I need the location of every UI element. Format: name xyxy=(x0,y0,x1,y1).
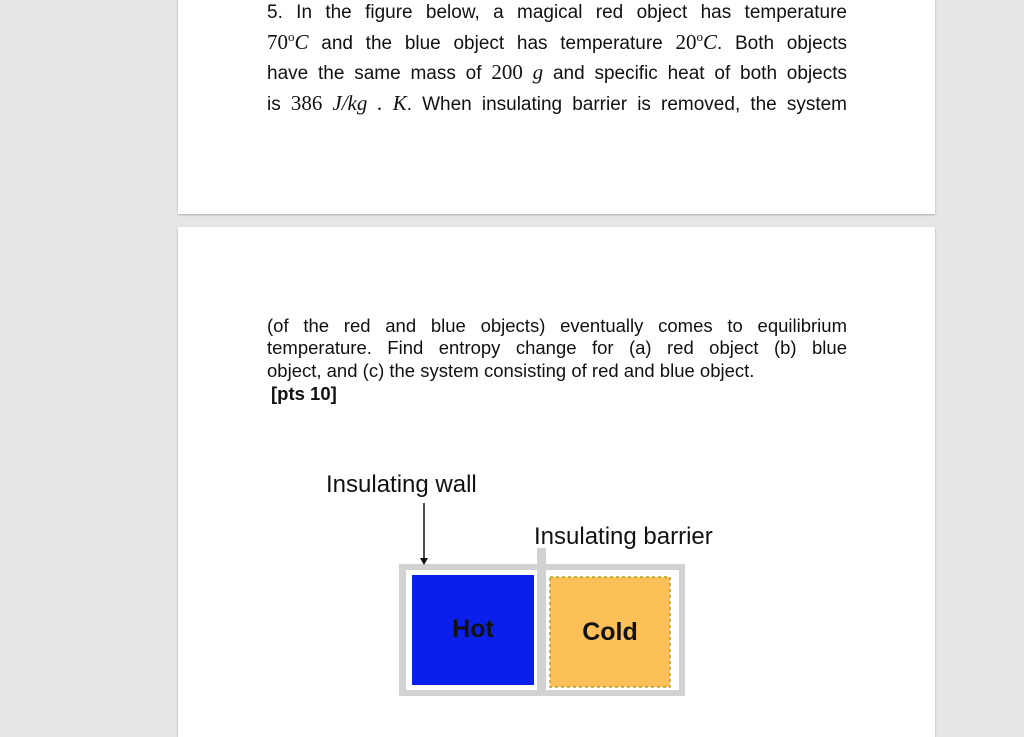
cold-temperature: 20$^o$C xyxy=(675,28,717,54)
text-line: is 386 J/kg . K. When insulating barrier is removed, the system xyxy=(267,91,847,116)
text-line: (of the red and blue objects) eventually comes to equilibrium xyxy=(267,315,847,336)
insulating-barrier-label: Insulating barrier xyxy=(534,523,713,550)
document-page-1 xyxy=(178,0,935,214)
hot-temperature: 70$^o$C xyxy=(267,28,309,54)
text-line: temperature. Find entropy change for (a) red object (b) blue xyxy=(267,337,847,359)
document-page-2 xyxy=(178,227,935,737)
specific-heat-value: 386 J/kg . K xyxy=(290,91,407,116)
text-line: object, and (c) the system consisting of red and blue object. xyxy=(267,359,755,381)
wall-arrow-head xyxy=(420,558,428,565)
insulating-barrier xyxy=(537,564,546,696)
cold-label: Cold xyxy=(582,618,638,646)
insulating-wall-label: Insulating wall xyxy=(326,471,477,498)
heat-transfer-figure xyxy=(178,227,935,737)
points-label: [pts 10] xyxy=(271,383,337,404)
text-line: 70$^o$C and the blue object has temperature 20$^o$C. Both objects xyxy=(267,28,847,54)
hot-label: Hot xyxy=(452,615,494,643)
mass-value: 200 g xyxy=(491,60,544,85)
problem-text-part-1 xyxy=(267,0,847,120)
text-line: have the same mass of 200 g and specific heat of both objects xyxy=(267,60,848,85)
text-line: 5. In the figure below, a magical red object has temperature xyxy=(267,2,847,23)
